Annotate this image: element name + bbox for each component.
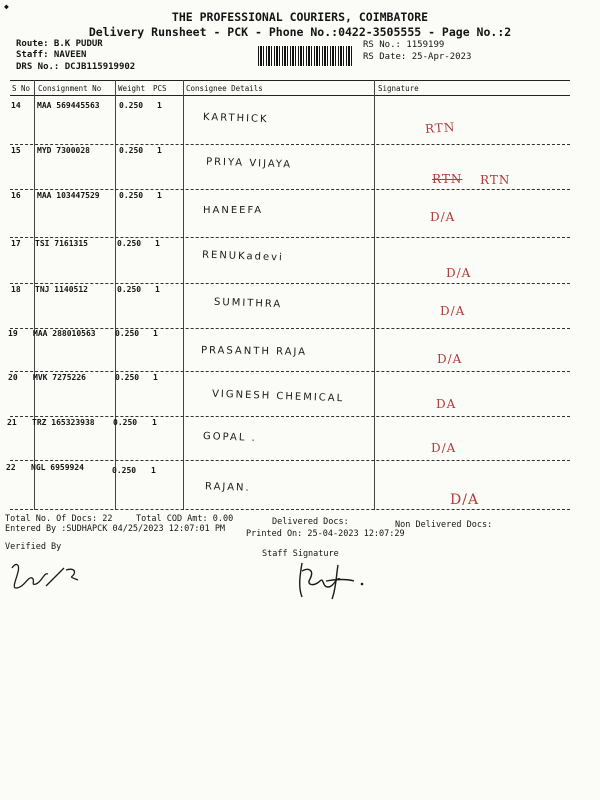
row-consignment: NGL 6959924 (31, 463, 84, 472)
table-top-rule (10, 80, 570, 81)
col-header-consignee: Consignee Details (186, 84, 263, 93)
runsheet-subtitle: Delivery Runsheet - PCK - Phone No.:0422-3505555 - Page No.:2 (88, 25, 512, 39)
row-pcs: 1 (153, 373, 158, 382)
row-weight: 0.250 (115, 373, 140, 382)
col-header-signature: Signature (378, 84, 419, 93)
row-consignee: HANEEFA (203, 205, 264, 216)
row-consignment: TSI 7161315 (35, 239, 88, 248)
row-pcs: 1 (152, 418, 157, 427)
row-signature: RTN (432, 172, 463, 186)
row-consignee: RAJAN. (204, 481, 251, 494)
row-consignment: MYD 7300028 (37, 146, 90, 155)
row-separator (10, 460, 570, 461)
staff-label: Staff: NAVEEN (16, 50, 87, 60)
row-pcs: 1 (157, 146, 162, 155)
row-pcs: 1 (153, 329, 158, 338)
row-separator (10, 371, 570, 372)
row-consignee: KARTHICK (202, 111, 269, 126)
row-signature: D/A (450, 492, 480, 508)
bullet-mark: ◆ (4, 2, 9, 11)
col-header-pcs: PCS (153, 84, 167, 93)
row-sno: 22 (6, 463, 16, 472)
col-header-consignment: Consignment No (38, 84, 102, 93)
barcode (258, 46, 352, 66)
row-separator (10, 189, 570, 190)
row-consignee: SUMITHRA (213, 296, 283, 311)
row-pcs: 1 (155, 239, 160, 248)
total-docs: Total No. Of Docs: 22 (5, 514, 113, 524)
staff-signature (292, 557, 372, 603)
row-sno: 19 (8, 329, 18, 338)
row-consignee: VIGNESH CHEMICAL (211, 388, 345, 405)
row-weight: 0.250 (119, 191, 144, 200)
col-header-sno: S No (12, 84, 31, 93)
company-title: THE PROFESSIONAL COURIERS, COIMBATORE (171, 10, 429, 24)
drs-number: DRS No.: DCJB115919902 (16, 62, 136, 72)
row-consignment: TRZ 165323938 (32, 418, 95, 427)
row-weight: 0.250 (119, 146, 144, 155)
row-weight: 0.250 (117, 285, 142, 294)
row-consignee: RENUKadevi (201, 249, 284, 264)
row-separator (10, 283, 570, 284)
row-sno: 21 (7, 418, 17, 427)
row-consignment: MVK 7275226 (33, 373, 86, 382)
row-pcs: 1 (151, 466, 156, 475)
row-consignee: PRASANTH RAJA (200, 345, 308, 358)
staff-signature-label: Staff Signature (262, 549, 339, 559)
row-signature: D/A (431, 441, 457, 455)
row-sno: 18 (11, 285, 21, 294)
non-delivered-docs: Non Delivered Docs: (395, 520, 493, 530)
row-pcs: 1 (157, 101, 162, 110)
col-header-weight: Weight (118, 84, 146, 93)
row-consignee: PRIYA VIJAYA (205, 156, 293, 171)
row-consignment: MAA 288010563 (33, 329, 96, 338)
header-bottom-rule (10, 95, 570, 96)
route-label: Route: B.K PUDUR (16, 39, 103, 49)
row-weight: 0.250 (113, 418, 138, 427)
row-separator (10, 237, 570, 238)
row-pcs: 1 (157, 191, 162, 200)
row-consignment: MAA 569445563 (37, 101, 100, 110)
row-sno: 16 (11, 191, 21, 200)
row-signature: D/A (437, 352, 463, 366)
row-signature: RTN (424, 119, 456, 137)
row-weight: 0.250 (115, 329, 140, 338)
total-cod-amount: Total COD Amt: 0.00 (136, 514, 234, 524)
row-consignee: GOPAL . (202, 431, 257, 444)
row-weight: 0.250 (112, 466, 137, 475)
row-separator (10, 416, 570, 417)
row-signature: D/A (430, 210, 456, 224)
verifier-signature (6, 558, 86, 594)
row-separator (10, 144, 570, 145)
row-signature-note: RTN (480, 173, 511, 187)
row-weight: 0.250 (117, 239, 142, 248)
row-sno: 20 (8, 373, 18, 382)
row-sno: 14 (11, 101, 21, 110)
row-signature: D/A (440, 304, 466, 318)
row-consignment: MAA 103447529 (37, 191, 100, 200)
row-signature: D/A (446, 266, 472, 280)
rs-number: RS No.: 1159199 (363, 40, 445, 50)
row-consignment: TNJ 1140512 (35, 285, 88, 294)
entered-by: Entered By :SUDHAPCK 04/25/2023 12:07:01 PM (5, 524, 226, 534)
verified-by-label: Verified By (5, 542, 62, 552)
table-bottom-rule (10, 509, 570, 510)
row-sno: 17 (11, 239, 21, 248)
rs-date: RS Date: 25-Apr-2023 (363, 52, 472, 62)
printed-on: Printed On: 25-04-2023 12:07:29 (246, 529, 405, 539)
row-pcs: 1 (155, 285, 160, 294)
delivered-docs: Delivered Docs: (272, 517, 349, 527)
row-signature: DA (436, 397, 457, 411)
row-weight: 0.250 (119, 101, 144, 110)
row-sno: 15 (11, 146, 21, 155)
